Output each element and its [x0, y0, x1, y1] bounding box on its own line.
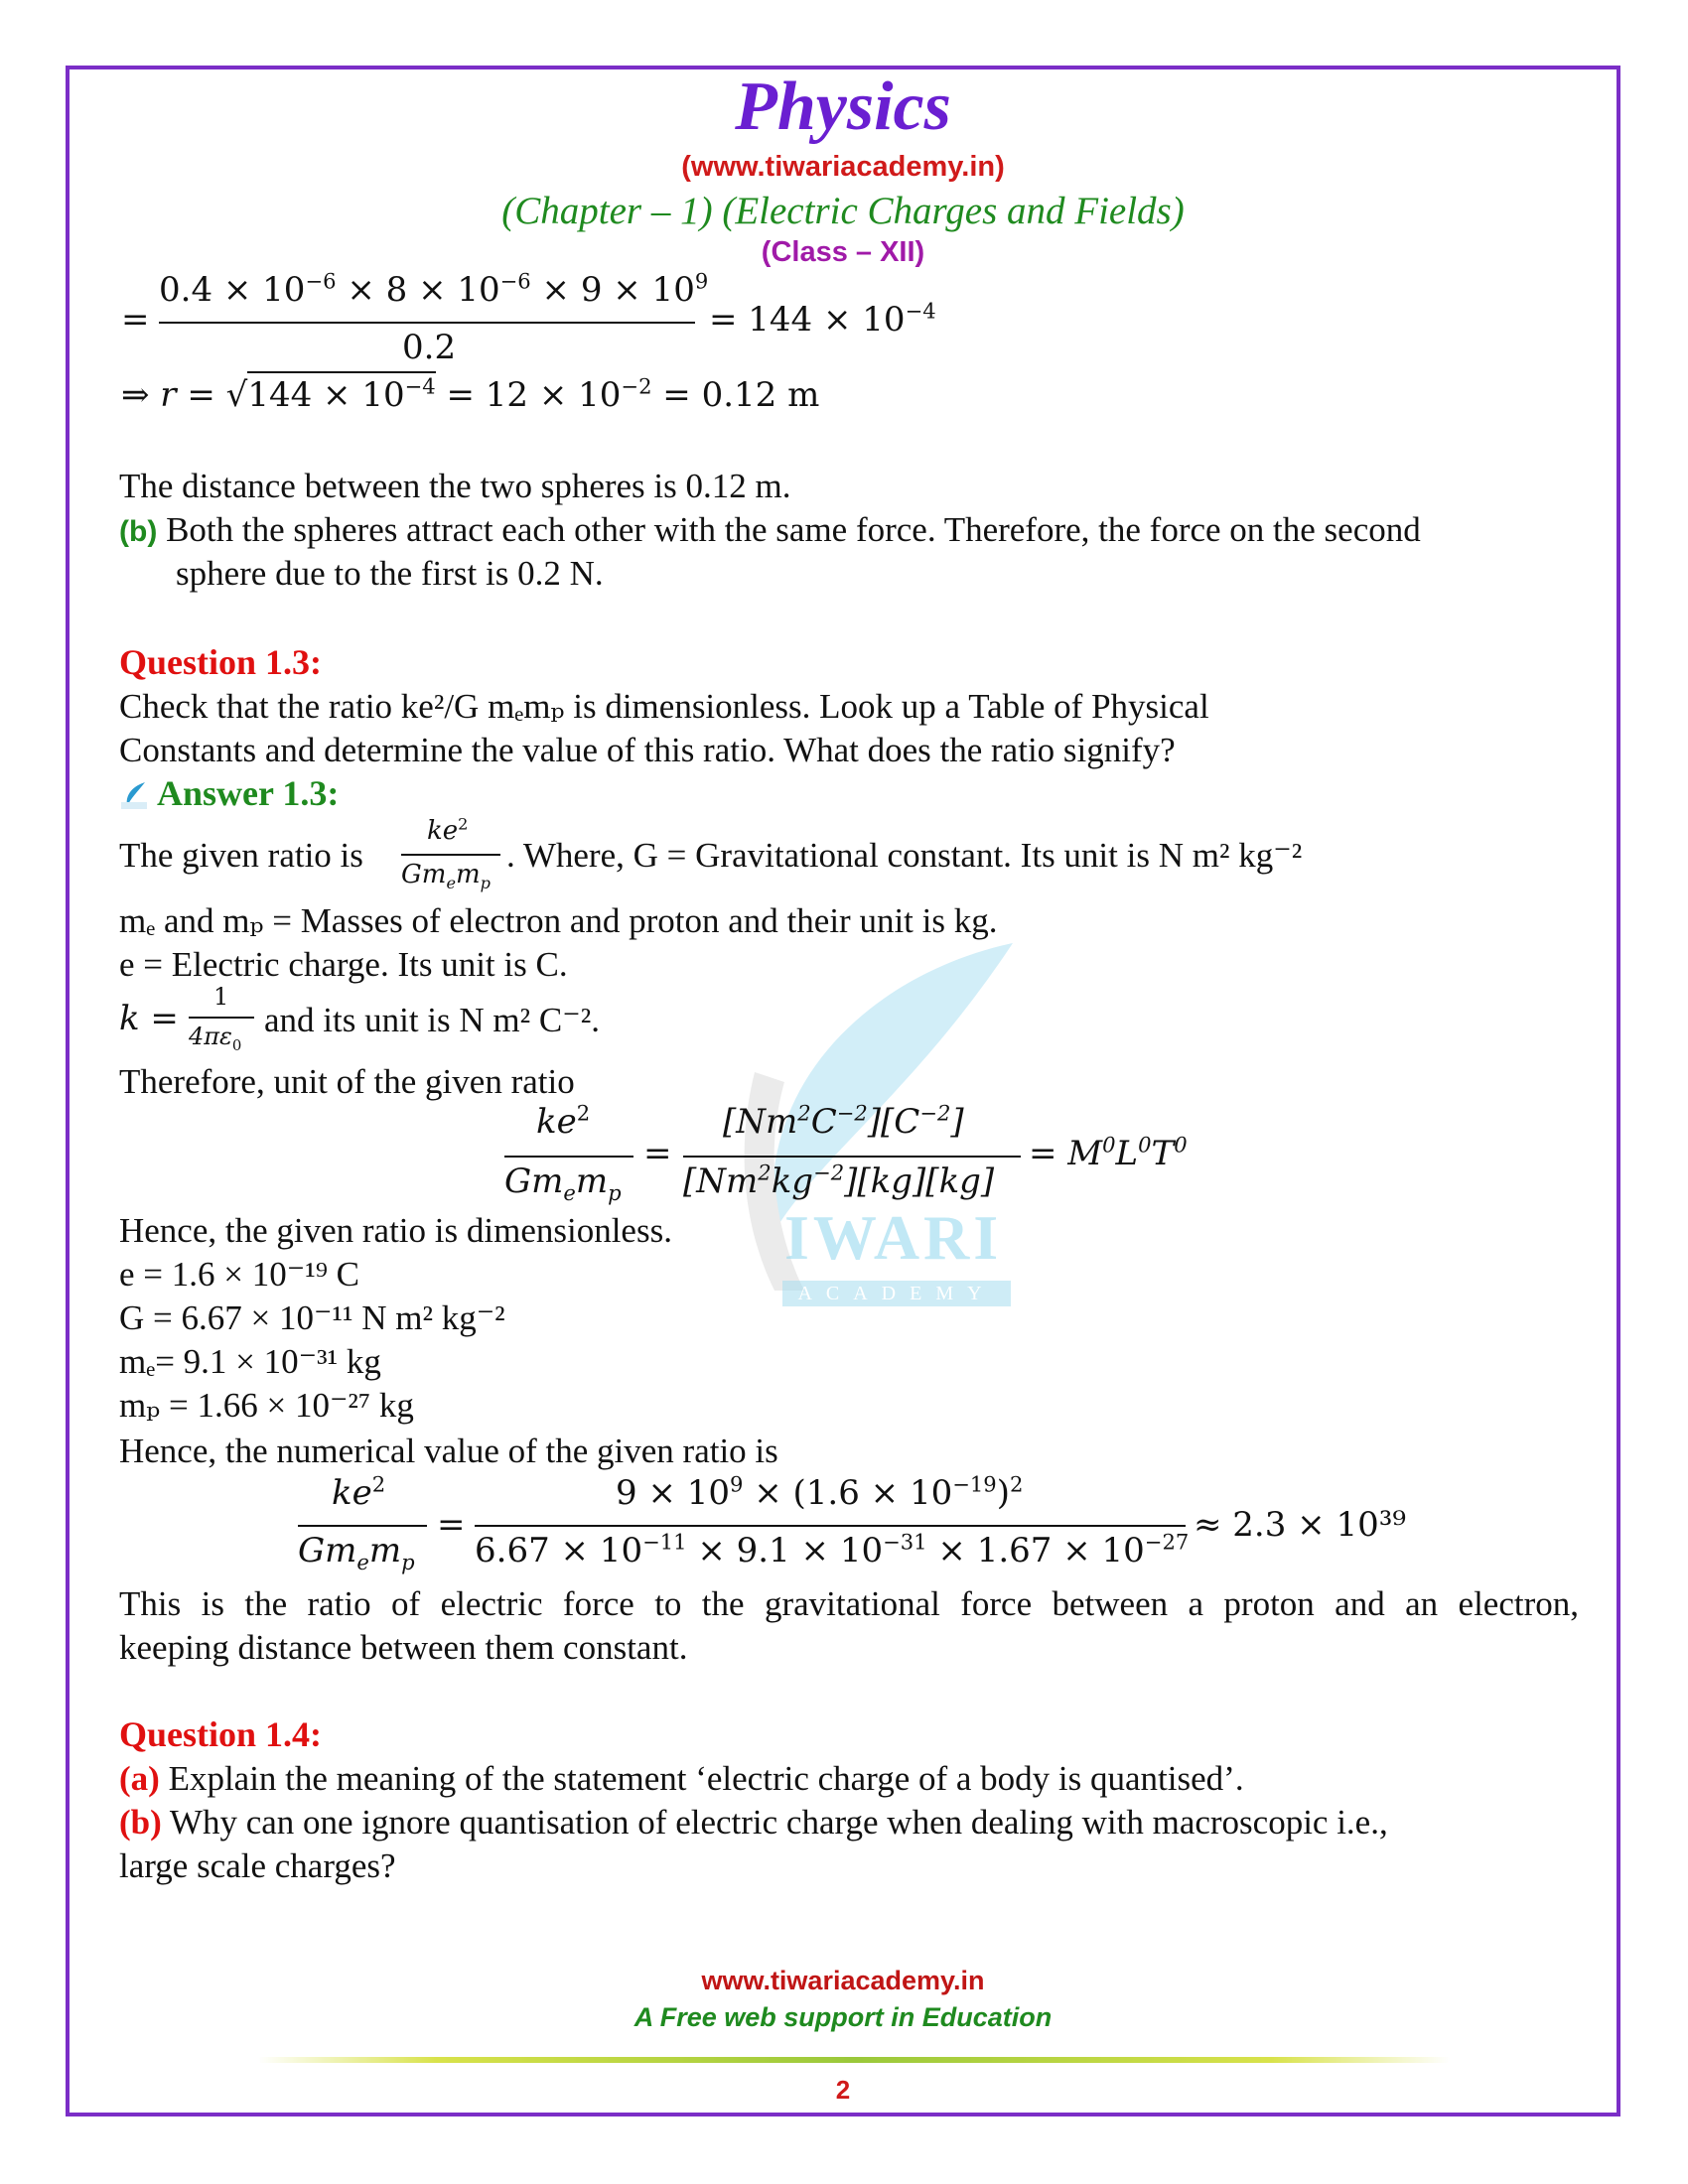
k-symbol: k =: [119, 999, 179, 1038]
part-a-text: Explain the meaning of the statement ‘electric charge of a body is quantised’.: [168, 1759, 1244, 1798]
num-equals: =: [437, 1505, 466, 1545]
e-value: e = 1.6 × 10⁻¹⁹ C: [119, 1255, 360, 1294]
page-number: 2: [835, 2075, 851, 2105]
equation-result: = $144 \times 10^{-4}$: [709, 298, 936, 340]
dim-rhs-numerator: $[Nm^2C^{-2}][C^{-2}]$: [723, 1100, 964, 1142]
num-lhs-bar: [298, 1525, 427, 1527]
part-b-line1: Both the spheres attract each other with the same force. Therefore, the force on the second: [166, 510, 1421, 549]
ratio-denominator: $Gm_em_p$: [401, 860, 491, 893]
k-unit: and its unit is N m² C⁻².: [264, 1001, 600, 1039]
watermark-text: IWARI: [784, 1202, 1003, 1273]
answer-logo-icon: [119, 780, 149, 810]
class-label: (Class – XII): [761, 236, 925, 268]
question-1-3-line1: Check that the ratio ke²/G mₑmₚ is dimensionless. Look up a Table of Physical: [119, 687, 1209, 726]
question-1-4-part-a: [119, 1757, 1244, 1801]
dim-result: = $M^0L^0T^0$: [1029, 1132, 1188, 1173]
question-1-4-label: Question 1.4:: [119, 1714, 323, 1754]
dim-rhs-bar: [683, 1156, 1021, 1158]
dim-rhs-denominator: $[Nm^2kg^{-2}][kg][kg]$: [683, 1160, 995, 1201]
chapter-heading: (Chapter – 1) (Electric Charges and Fields): [501, 190, 1185, 232]
num-lhs-numerator: $ke^2$: [332, 1471, 386, 1513]
question-1-3-line2: Constants and determine the value of this ratio. What does the ratio signify?: [119, 731, 1176, 769]
question-1-3-label: Question 1.3:: [119, 642, 323, 682]
dim-lhs-bar: [504, 1156, 633, 1158]
masses-statement: mₑ and mₚ = Masses of electron and proton and their unit is kg.: [119, 901, 998, 940]
header-website[interactable]: (www.tiwariacademy.in): [681, 151, 1005, 183]
footer-divider: [258, 2057, 1450, 2063]
num-rhs-bar: [475, 1525, 1186, 1527]
footer-tagline: A Free web support in Education: [633, 2002, 1053, 2032]
footer-website[interactable]: www.tiwariacademy.in: [701, 1966, 985, 1995]
num-result: ≈ 2.3 × 10³⁹: [1194, 1505, 1406, 1545]
me-value: mₑ= 9.1 × 10⁻³¹ kg: [119, 1342, 381, 1381]
signify-line1: This is the ratio of electric force to the gravitational force between a proton and an electron,: [119, 1584, 1579, 1623]
therefore-statement: Therefore, unit of the given ratio: [119, 1062, 575, 1101]
part-b-text: [119, 508, 1589, 554]
g-value: G = 6.67 × 10⁻¹¹ N m² kg⁻²: [119, 1298, 505, 1337]
part-b-q14-line2: large scale charges?: [119, 1846, 396, 1885]
signify-line2: keeping distance between them constant.: [119, 1628, 688, 1667]
dim-equals: =: [643, 1134, 672, 1173]
ratio-bar: [401, 854, 500, 856]
dimensionless-statement: Hence, the given ratio is dimensionless.: [119, 1211, 672, 1250]
part-b-label-q14: (b): [119, 1803, 162, 1842]
equation-numerator: $0.4 \times 10^{-6} \times 8 \times 10^{-6} \times 9 \times 10^9$: [159, 268, 709, 310]
distance-statement: The distance between the two spheres is 0.12 m.: [119, 467, 791, 505]
dim-lhs-numerator: $ke^2$: [536, 1100, 591, 1142]
k-bar: [189, 1017, 254, 1019]
ratio-numerator: $ke^2$: [427, 814, 469, 846]
fraction-bar: [159, 322, 695, 324]
given-where: . Where, G = Gravitational constant. Its unit is N m² kg⁻²: [506, 836, 1303, 875]
equation-equals: =: [121, 300, 150, 340]
answer-1-3-label: Answer 1.3:: [157, 773, 340, 813]
page-title: Physics: [735, 68, 951, 145]
equation-r: ⇒ $r = √144 \times 10^{-4} = 12 \times 10^{-2} = 0.12$ m: [121, 375, 819, 415]
numerical-statement: Hence, the numerical value of the given ratio is: [119, 1432, 778, 1470]
question-1-4-part-b: [119, 1801, 1579, 1844]
part-a-label: (a): [119, 1759, 160, 1798]
given-intro: The given ratio is: [119, 836, 363, 875]
k-denominator: $4\pi\varepsilon_0$: [189, 1023, 242, 1054]
num-rhs-numerator: $9 \times 10^9 \times (1.6 \times 10^{-19})^2$: [616, 1471, 1024, 1513]
equation-denominator: 0.2: [402, 328, 457, 367]
mp-value: mₚ = 1.66 × 10⁻²⁷ kg: [119, 1386, 414, 1425]
k-numerator: 1: [213, 983, 229, 1011]
charge-statement: e = Electric charge. Its unit is C.: [119, 945, 568, 984]
part-b-label: (b): [119, 515, 158, 548]
watermark-subtext: ACADEMY: [782, 1281, 1011, 1306]
num-lhs-denominator: $Gm_em_p$: [298, 1531, 415, 1574]
part-b-q14-line1: Why can one ignore quantisation of electric charge when dealing with macroscopic i.e.,: [169, 1803, 1388, 1842]
part-b-line2: sphere due to the first is 0.2 N.: [176, 554, 604, 593]
dim-lhs-denominator: $Gm_em_p$: [504, 1161, 622, 1205]
num-rhs-denominator: $6.67 \times 10^{-11} \times 9.1 \times 10^{-31} \times 1.67 \times 10^{-27}$: [475, 1529, 1190, 1570]
